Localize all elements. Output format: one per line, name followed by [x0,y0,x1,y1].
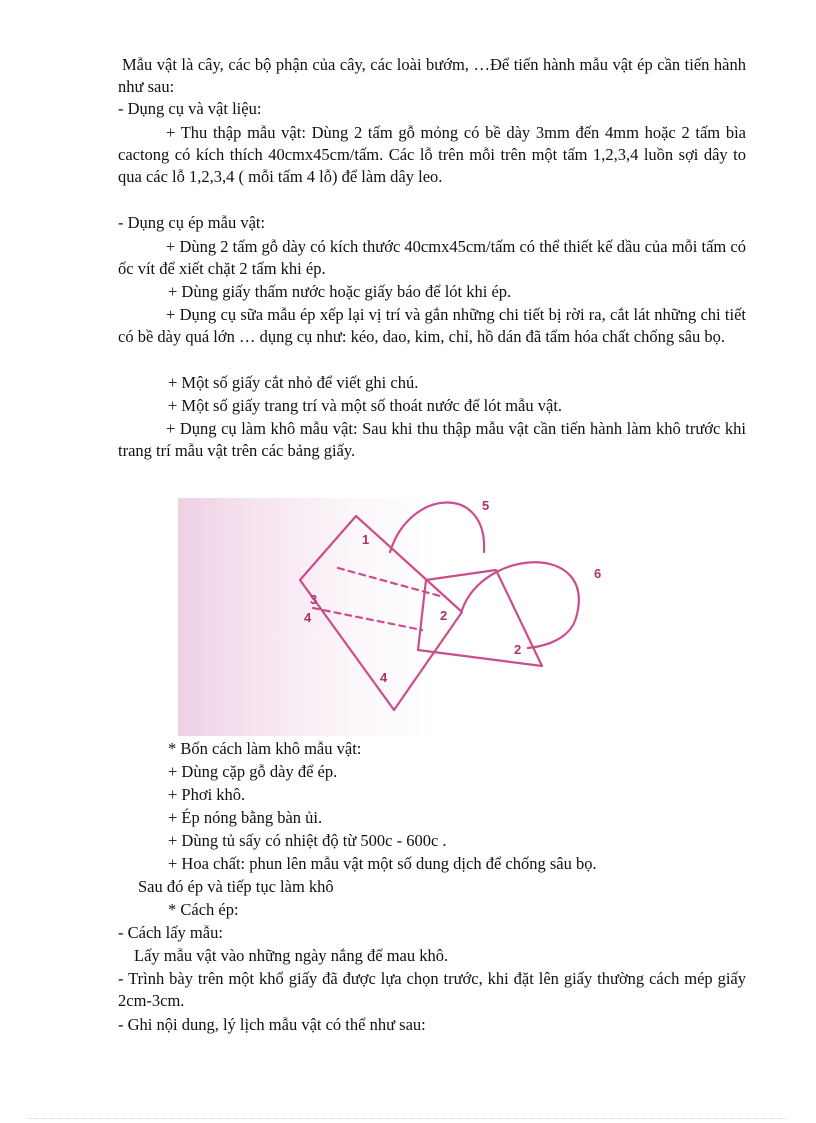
press-diagram-image [178,498,610,736]
heading-sampling: - Cách lấy mẫu: [118,923,223,942]
page-bottom-divider [28,1118,788,1119]
after-drying-line: Sau đó ép và tiếp tục làm khô [138,877,334,896]
diagram-label-6: 6 [594,566,602,581]
diagram-label-4b: 4 [304,610,312,625]
blotting-paper-item: + Dùng giấy thấm nước hoặc giấy báo để lót khi ép. [168,282,512,301]
drying-methods-title: * Bốn cách làm khô mẫu vật: [168,739,362,758]
diagram-label-4: 4 [380,670,388,685]
diagram-label-5: 5 [482,498,490,513]
drying-tools-paragraph: + Dụng cụ làm khô mẫu vật: Sau khi thu thập mẫu vật cần tiến hành làm khô trước khi trang trí mẫu vật trên các bảng giấy. [118,419,746,460]
diagram-label-2: 2 [514,642,522,657]
record-line: - Ghi nội dung, lý lịch mẫu vật có thể như sau: [118,1015,426,1034]
heading-tools: - Dụng cụ và vật liệu: [118,99,262,118]
diagram-label-2b: 2 [440,608,448,623]
press-boards-paragraph: + Dùng 2 tấm gỗ dày có kích thước 40cmx45cm/tấm có thể thiết kế dầu của mỗi tấm có ốc vít để xiết chặt 2 tấm khi ép. [118,237,746,278]
collect-paragraph: + Thu thập mẫu vật: Dùng 2 tấm gỗ mỏng có bề dày 3mm đến 4mm hoặc 2 tấm bìa cactong có kích thích 40cmx45cm/tấm. Các lỗ trên mỗi trên một tấm 1,2,3,4 luồn sợi dây to qua các lỗ 1,2,3,4 ( mỗi tấm 4 lỗ) để làm dây leo. [118,123,746,186]
note-paper-item: + Một số giấy cắt nhỏ để viết ghi chú. [168,373,419,392]
intro-paragraph: Mẫu vật là cây, các bộ phận của cây, các loài bướm, …Để tiến hành mẫu vật ép cần tiến hành như sau: [118,55,746,96]
drying-method-1: + Dùng cặp gỗ dày để ép. [168,762,338,781]
drying-method-3: + Ép nóng bằng bàn ủi. [168,808,323,827]
presentation-paragraph: - Trình bày trên một khổ giấy đã được lựa chọn trước, khi đặt lên giấy thường cách mép giấy 2cm-3cm. [118,969,746,1010]
heading-press-tools: - Dụng cụ ép mẫu vật: [118,213,266,232]
repair-tools-paragraph: + Dụng cụ sữa mẫu ép xếp lại vị trí và gắn những chi tiết bị rời ra, cắt lát những chi tiết có bề dày quá lớn … dụng cụ như: kéo, dao, kim, chỉ, hồ dán đã tẩm hóa chất chống sâu bọ. [118,305,746,346]
diagram-label-3: 3 [310,592,318,607]
diagram-label-1: 1 [362,532,370,547]
drying-method-5: + Hoa chất: phun lên mẫu vật một số dung dịch để chống sâu bọ. [168,854,597,873]
drying-method-2: + Phơi khô. [168,785,246,804]
pressing-title: * Cách ép: [168,900,239,919]
sampling-line: Lấy mẫu vật vào những ngày nắng để mau khô. [134,946,449,965]
drying-method-4: + Dùng tủ sấy có nhiệt độ từ 500c - 600c . [168,831,447,850]
press-diagram-svg [178,498,610,736]
decor-paper-item: + Một số giấy trang trí và một số thoát nước để lót mẫu vật. [168,396,563,415]
